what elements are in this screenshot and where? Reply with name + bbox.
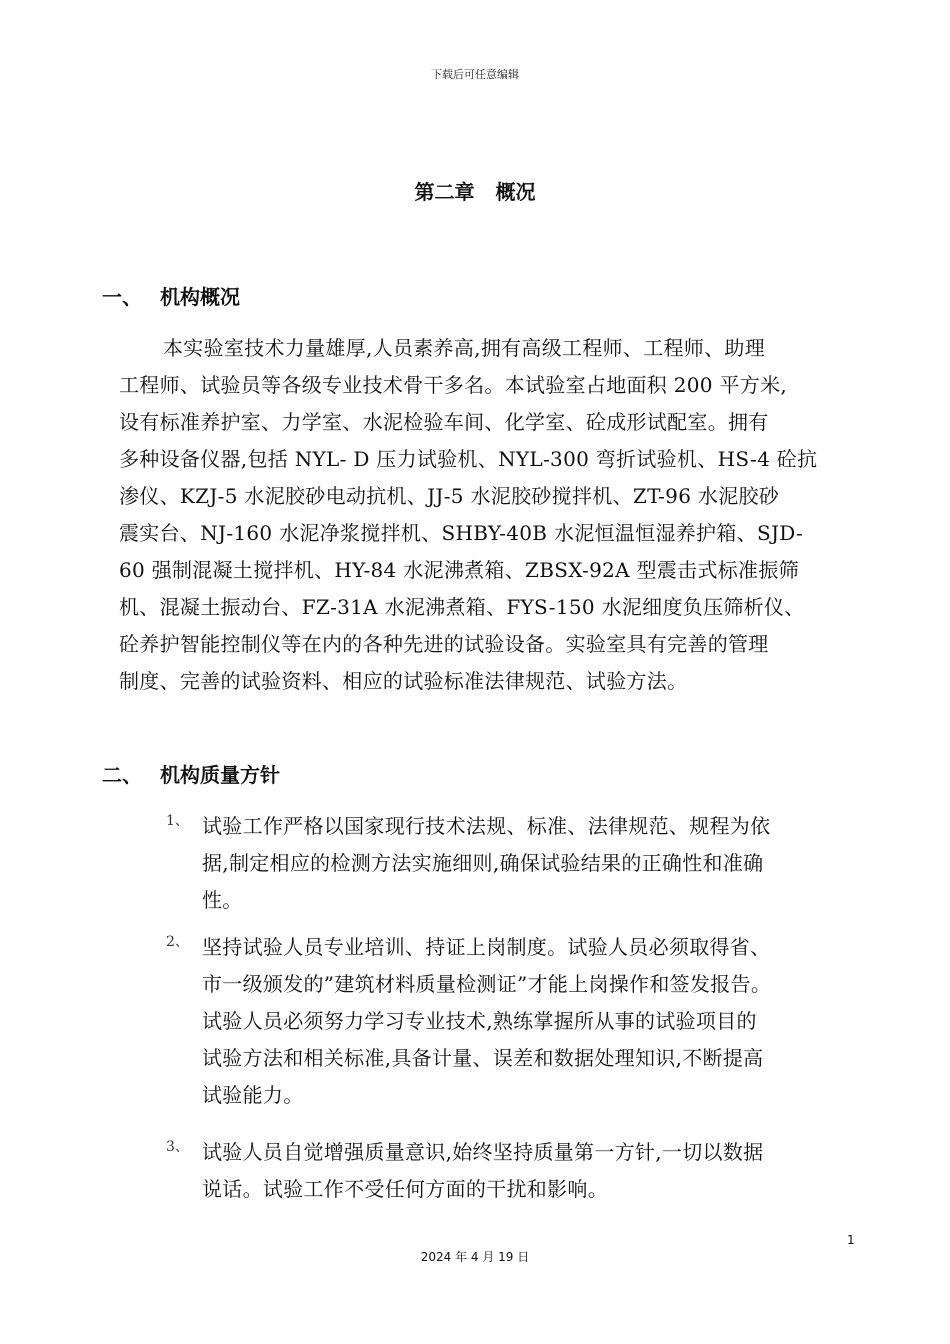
section-1-paragraph (119, 330, 861, 700)
section-title: 机构概况 (160, 285, 240, 309)
list-line: 性。 (202, 888, 243, 912)
paragraph-line: 多种设备仪器,包括 NYL- D 压力试验机、NYL-300 弯折试验机、HS-4 砼抗 (119, 447, 818, 471)
paragraph-line: 工程师、试验员等各级专业技术骨干多名。本试验室占地面积 200 平方米, (119, 373, 788, 397)
paragraph-line: 制度、完善的试验资料、相应的试验标准法律规范、试验方法。 (119, 669, 688, 693)
list-line: 试验方法和相关标准,具备计量、误差和数据处理知识,不断提高 (202, 1046, 764, 1070)
header-note: 下载后可任意编辑 (431, 68, 519, 81)
list-line: 试验人员必须努力学习专业技术,熟练掌握所从事的试验项目的 (202, 1009, 757, 1033)
paragraph-line: 震实台、NJ-160 水泥净浆搅拌机、SHBY-40B 水泥恒温恒湿养护箱、SJD- (119, 521, 804, 545)
paragraph-line: 砼养护智能控制仪等在内的各种先进的试验设备。实验室具有完善的管理 (119, 632, 769, 656)
section-title: 机构质量方针 (160, 763, 280, 787)
section-heading-2 (102, 759, 280, 788)
paragraph-line: 本实验室技术力量雄厚,人员素养高,拥有高级工程师、工程师、助理 (163, 336, 766, 360)
list-line: 试验工作严格以国家现行技术法规、标准、法律规范、规程为依 (202, 814, 771, 838)
list-marker: 2、 (166, 934, 189, 950)
list-item-text (202, 929, 866, 1114)
paragraph-line: 渗仪、KZJ-5 水泥胶砂电动抗机、JJ-5 水泥胶砂搅拌机、ZT-96 水泥胶砂 (119, 484, 780, 508)
list-item-text (202, 808, 866, 919)
list-line: 坚持试验人员专业培训、持证上岗制度。试验人员必须取得省、 (202, 935, 771, 959)
list-item-text (202, 1134, 866, 1208)
list-line: 说话。试验工作不受任何方面的干扰和影响。 (202, 1177, 608, 1201)
section-number: 二、 (102, 763, 142, 787)
list-line: 试验人员自觉增强质量意识,始终坚持质量第一方针,一切以数据 (202, 1140, 764, 1164)
section-number: 一、 (102, 285, 142, 309)
paragraph-line: 设有标准养护室、力学室、水泥检验车间、化学室、砼成形试配室。拥有 (119, 410, 769, 434)
section-heading-1 (102, 281, 240, 310)
list-marker: 3、 (166, 1139, 189, 1155)
paragraph-line: 机、混凝土振动台、FZ-31A 水泥沸煮箱、FYS-150 水泥细度负压筛析仪、 (119, 595, 805, 619)
list-line: 据,制定相应的检测方法实施细则,确保试验结果的正确性和准确 (202, 851, 764, 875)
footer-date: 2024 年 4 月 19 日 (420, 1250, 530, 1264)
list-line: 市一级颁发的”建筑材料质量检测证”才能上岗操作和签发报告。 (202, 972, 772, 996)
paragraph-line: 60 强制混凝土搅拌机、HY-84 水泥沸煮箱、ZBSX-92A 型震击式标准振筛 (119, 558, 799, 582)
chapter-title: 第二章 概况 (414, 180, 536, 204)
list-marker: 1、 (166, 813, 189, 829)
page-number: 1 (847, 1233, 855, 1247)
list-line: 试验能力。 (202, 1083, 304, 1107)
